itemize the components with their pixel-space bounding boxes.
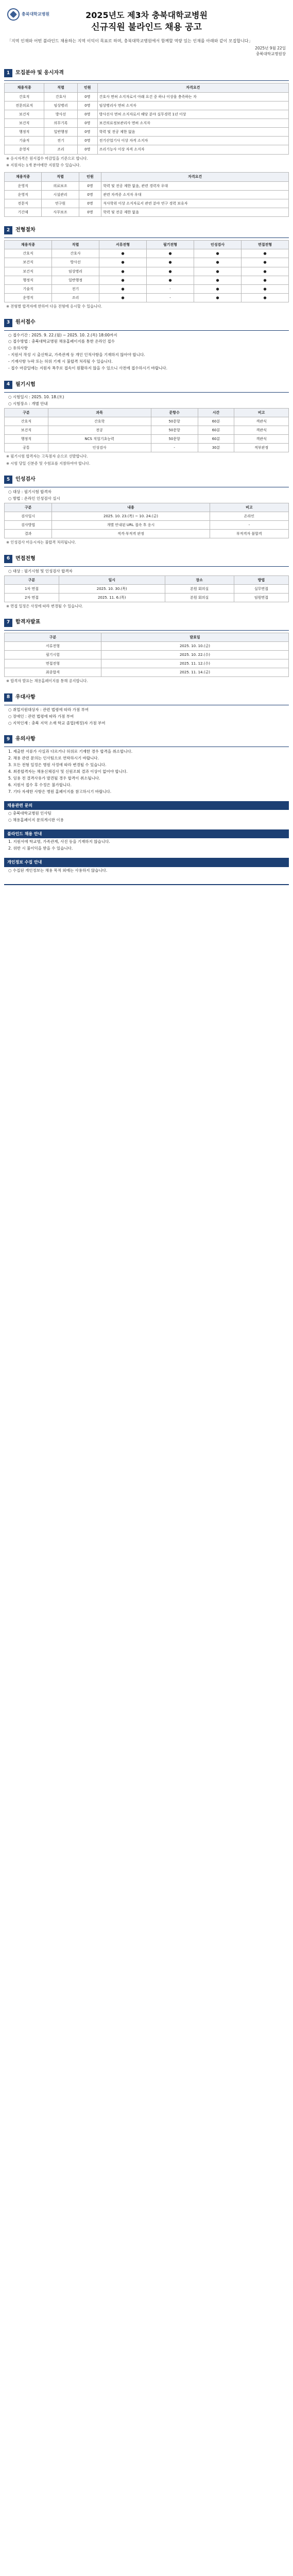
- column-header: 자격요건: [101, 173, 289, 181]
- table-cell: ●: [242, 249, 289, 258]
- column-header: 비고: [234, 408, 289, 417]
- logo-text: 충북대학교병원: [22, 12, 50, 17]
- section-number: 5: [4, 476, 12, 484]
- notice-page: [0, 0, 293, 901]
- table-cell: 결과: [5, 530, 52, 538]
- table-cell: 간호직: [5, 249, 52, 258]
- list-item: ○ 취업지원대상자 : 관련 법령에 따라 가점 부여: [8, 707, 89, 712]
- table-header: [5, 173, 289, 181]
- table-cell: 방사선: [52, 258, 99, 267]
- table-row: [5, 128, 289, 137]
- table-cell: ●: [147, 267, 194, 276]
- section-title: 유의사항: [15, 736, 36, 742]
- table-cell: 60분: [198, 417, 234, 426]
- table-row: [5, 137, 289, 145]
- table-cell: 행정직: [5, 276, 52, 284]
- table-cell: ●: [194, 276, 242, 284]
- box-title: 블라인드 채용 안내: [4, 829, 289, 839]
- section-title: 전형절차: [15, 227, 36, 233]
- note: ※ 지원자는 1개 분야에만 지원할 수 있습니다.: [6, 162, 81, 167]
- table-cell: 2차 면접: [5, 594, 59, 602]
- table-cell: ●: [99, 258, 147, 267]
- table-cell: 의료보조: [42, 181, 79, 190]
- table-cell: 공통: [5, 444, 48, 452]
- table-row: [5, 650, 289, 659]
- table-cell: 0명: [77, 128, 97, 137]
- table-cell: 0명: [79, 181, 101, 190]
- list-item: ○ 접수기간 : 2025. 9. 22.(월) ~ 2025. 10. 2.(목) 18:00까지: [8, 332, 117, 337]
- table-cell: 관련 자격증 소지자 우대: [101, 190, 289, 199]
- column-header: 채용직종: [5, 83, 44, 92]
- table-cell: 학력 및 전공 제한 없음: [97, 128, 288, 137]
- table-row: [5, 110, 289, 118]
- table-cell: 30분: [198, 444, 234, 452]
- note: ※ 면접 일정은 사정에 따라 변경될 수 있습니다.: [6, 604, 83, 609]
- table-cell: 운영직: [5, 190, 42, 199]
- table-row: [5, 444, 289, 452]
- table-cell: 보건직: [5, 258, 52, 267]
- section-title: 우대사항: [15, 694, 36, 700]
- table-row: [5, 512, 289, 521]
- table-cell: -: [151, 444, 198, 452]
- table-row: [5, 199, 289, 208]
- table-cell: 0명: [79, 199, 101, 208]
- column-header: 일시: [59, 575, 165, 584]
- table-row: [5, 92, 289, 101]
- table-cell: 2025. 11. 6.(목): [59, 594, 165, 602]
- table-cell: 운영직: [5, 181, 42, 190]
- table-cell: 50문항: [151, 426, 198, 434]
- list-item: ○ 시험장소 : 개별 안내: [8, 401, 48, 406]
- table-cell: 간호사: [52, 249, 99, 258]
- table-row: [5, 181, 289, 190]
- table-row: [5, 668, 289, 677]
- table-cell: -: [210, 521, 288, 530]
- table-cell: 시설관리: [42, 190, 79, 199]
- table-cell: 보건직: [5, 110, 44, 118]
- table-cell: 보건직: [5, 118, 44, 127]
- table-cell: 전공: [48, 426, 151, 434]
- table-row: [5, 118, 289, 127]
- list-item: ○ 수집된 개인정보는 채용 목적 외에는 사용하지 않습니다.: [8, 868, 108, 873]
- table-cell: 검사방법: [5, 521, 52, 530]
- section-title: 합격자발표: [15, 619, 41, 625]
- note: ※ 시험 당일 신분증 및 수험표를 지참하여야 합니다.: [6, 461, 91, 466]
- list-item: ○ 장애인 : 관련 법령에 따라 가점 부여: [8, 714, 74, 719]
- box-title: 개인정보 수집 안내: [4, 858, 289, 867]
- table-cell: 기술직: [5, 284, 52, 293]
- list-item: ○ 시험일시 : 2025. 10. 18.(토): [8, 394, 64, 399]
- table-cell: 조리: [44, 145, 78, 154]
- table-cell: 의무기록: [44, 118, 78, 127]
- table-header: [5, 633, 289, 641]
- table-cell: ●: [242, 258, 289, 267]
- table-cell: ●: [194, 267, 242, 276]
- table-cell: 전문의료직: [5, 101, 44, 110]
- table-header: [5, 503, 289, 512]
- note: ※ 필기시험 합격자는 고득점자 순으로 선발합니다.: [6, 454, 88, 459]
- table-cell: ●: [242, 276, 289, 284]
- table-row: [5, 434, 289, 443]
- column-header: 구분: [5, 503, 52, 512]
- column-header: 구분: [5, 633, 101, 641]
- table-cell: 2025. 11. 12.(수): [101, 659, 288, 668]
- table-cell: 조리기능사 이상 자격 소지자: [97, 145, 288, 154]
- table-cell: 석사학위 이상 소지자로서 관련 분야 연구 경력 보유자: [101, 199, 289, 208]
- table-cell: ●: [99, 284, 147, 293]
- table-cell: 본원 회의실: [165, 584, 234, 593]
- table-row: [5, 417, 289, 426]
- column-header: 인원: [77, 83, 97, 92]
- section-title: 원서접수: [15, 319, 36, 326]
- note: ※ 합격자 발표는 채용홈페이지를 통해 공지합니다.: [6, 679, 88, 684]
- section-number: 2: [4, 226, 12, 234]
- column-header: 면접전형: [242, 241, 289, 249]
- column-header: 필기전형: [147, 241, 194, 249]
- table-row: [5, 208, 289, 216]
- table-cell: ●: [147, 258, 194, 267]
- table-cell: 부적격자 불합격: [210, 530, 288, 538]
- table-cell: ●: [194, 293, 242, 302]
- table-cell: 보건직: [5, 267, 52, 276]
- table-cell: ●: [194, 249, 242, 258]
- table-cell: 1차 면접: [5, 584, 59, 593]
- table-cell: 사무보조: [42, 208, 79, 216]
- table-cell: 개별 안내된 URL 접속 후 응시: [52, 521, 210, 530]
- list-item: - 지원서 작성 시 출신학교, 가족관계 등 개인 인적사항을 기재하지 않아야 합니다.: [8, 352, 145, 358]
- table-cell: -: [147, 293, 194, 302]
- list-item: 7. 기타 자세한 사항은 병원 홈페이지를 참고하시기 바랍니다.: [8, 789, 112, 794]
- table-cell: -: [147, 284, 194, 293]
- table-row: [5, 145, 289, 154]
- table-row: [5, 594, 289, 602]
- publish-date: 2025년 9월 22일: [255, 46, 286, 51]
- list-item: 3. 모든 전형 일정은 병원 사정에 따라 변경될 수 있습니다.: [8, 762, 107, 768]
- table-row: [5, 249, 289, 258]
- table-row: [5, 659, 289, 668]
- table-cell: 적부판정: [234, 444, 289, 452]
- table-cell: 방사선: [44, 110, 78, 118]
- table-cell: 2025. 10. 22.(수): [101, 650, 288, 659]
- table-cell: ●: [194, 284, 242, 293]
- column-header: 인성검사: [194, 241, 242, 249]
- table-row: [5, 190, 289, 199]
- table-row: [5, 267, 289, 276]
- announce-table: [4, 633, 289, 677]
- recruit-table: [4, 83, 289, 154]
- table-row: [5, 284, 289, 293]
- table-cell: 조리: [52, 293, 99, 302]
- column-header: 시간: [198, 408, 234, 417]
- table-cell: 간호사 면허 소지자로서 아래 요건 중 하나 이상을 충족하는 자: [97, 92, 288, 101]
- table-cell: 전기산업기사 이상 자격 소지자: [97, 137, 288, 145]
- column-header: 발표일: [101, 633, 288, 641]
- table-cell: ●: [194, 258, 242, 267]
- note: ※ 전형별 합격자에 한하여 다음 전형에 응시할 수 있습니다.: [6, 304, 102, 309]
- table-cell: 본원 회의실: [165, 594, 234, 602]
- column-header: 서류전형: [99, 241, 147, 249]
- publish-info: [7, 46, 286, 57]
- section-1: [4, 69, 289, 217]
- section-number: 9: [4, 735, 12, 743]
- table-cell: 간호사: [44, 92, 78, 101]
- list-item: 1. 제출한 서류가 사실과 다르거나 허위로 기재한 경우 합격을 취소합니다.: [8, 749, 133, 754]
- table-row: [5, 258, 289, 267]
- table-cell: ●: [242, 267, 289, 276]
- list-item: 2. 위반 시 불이익을 받을 수 있습니다.: [8, 846, 73, 851]
- table-cell: ●: [99, 267, 147, 276]
- table-cell: NCS 직업기초능력: [48, 434, 151, 443]
- section-title: 모집분야 및 응시자격: [15, 70, 64, 76]
- column-header: 문항수: [151, 408, 198, 417]
- table-row: [5, 426, 289, 434]
- column-header: 자격요건: [97, 83, 288, 92]
- table-cell: 0명: [77, 145, 97, 154]
- column-header: 방법: [234, 575, 288, 584]
- list-item: ○ 충북대학교병원 인사팀: [8, 811, 51, 816]
- table-cell: 필기시험: [5, 650, 101, 659]
- column-header: 과목: [48, 408, 151, 417]
- table-cell: 임상병리: [44, 101, 78, 110]
- column-header: 비고: [210, 503, 288, 512]
- table-cell: 일반행정: [52, 276, 99, 284]
- table-cell: 보건의료정보관리사 면허 소지자: [97, 118, 288, 127]
- table-row: [5, 101, 289, 110]
- publish-org: 충북대학교병원장: [256, 51, 286, 56]
- list-item: - 기재사항 누락 또는 허위 기재 시 불합격 처리될 수 있습니다.: [8, 359, 113, 364]
- table-cell: 온라인: [210, 512, 288, 521]
- table-cell: 0명: [79, 208, 101, 216]
- title-line2: 신규직원 불라인드 채용 공고: [91, 22, 202, 33]
- table-cell: ●: [147, 249, 194, 258]
- table-cell: 객관식: [234, 434, 289, 443]
- recruit-table-2: [4, 172, 289, 217]
- table-cell: 임원면접: [234, 594, 288, 602]
- table-cell: ●: [99, 293, 147, 302]
- table-cell: 서류전형: [5, 641, 101, 650]
- table-cell: 기술직: [5, 137, 44, 145]
- intro-text: 「지역 인재와 어떤 불라인드 채용하는 지역 이익이 목표로 하며, 충북대학교병원에서 함께할 역량 있는 인재를 아래와 같이 모집합니다」: [7, 38, 253, 43]
- table-cell: 적격·부적격 판정: [52, 530, 210, 538]
- table-row: [5, 641, 289, 650]
- column-header: 인원: [79, 173, 101, 181]
- note: ※ 응시자격은 원서접수 마감일을 기준으로 합니다.: [6, 156, 88, 161]
- list-item: ○ 대상 : 필기시험 및 인성검사 합격자: [8, 568, 73, 573]
- table-cell: 면접전형: [5, 659, 101, 668]
- process-table: [4, 240, 289, 302]
- table-cell: 2025. 10. 10.(금): [101, 641, 288, 650]
- table-cell: 연구원: [42, 199, 79, 208]
- section-6: [4, 555, 289, 609]
- table-cell: 실무면접: [234, 584, 288, 593]
- table-cell: 2025. 10. 23.(목) ~ 10. 24.(금): [52, 512, 210, 521]
- footer-divider: [4, 884, 289, 885]
- table-cell: 일반행정: [44, 128, 78, 137]
- table-cell: ●: [242, 284, 289, 293]
- table-cell: 0명: [77, 118, 97, 127]
- table-cell: 전문직: [5, 199, 42, 208]
- column-header: 채용직종: [5, 241, 52, 249]
- section-2: [4, 226, 289, 309]
- table-row: [5, 521, 289, 530]
- table-header: [5, 83, 289, 92]
- table-cell: 0명: [77, 137, 97, 145]
- table-row: [5, 293, 289, 302]
- table-cell: 50문항: [151, 417, 198, 426]
- column-header: 장소: [165, 575, 234, 584]
- section-title: 면접전형: [15, 555, 36, 562]
- column-header: 구분: [5, 575, 59, 584]
- table-row: [5, 530, 289, 538]
- note: ※ 인성검사 미응시자는 불합격 처리됩니다.: [6, 540, 76, 545]
- table-cell: 행정직: [5, 434, 48, 443]
- table-header: [5, 241, 289, 249]
- exam-table: [4, 408, 289, 453]
- table-cell: 방사선사 면허 소지자로서 해당 분야 실무경력 1년 이상: [97, 110, 288, 118]
- table-cell: 객관식: [234, 417, 289, 426]
- table-cell: 간호직: [5, 417, 48, 426]
- section-title: 인성검사: [15, 476, 36, 482]
- column-header: 직렬: [44, 83, 78, 92]
- list-item: ○ 지역인재 : 충북 지역 소재 학교 졸업(예정)자 가점 부여: [8, 720, 106, 725]
- table-cell: 전기: [44, 137, 78, 145]
- table-cell: 2025. 10. 30.(목): [59, 584, 165, 593]
- list-item: 4. 최종합격자는 채용신체검사 및 신원조회 결과 이상이 없어야 합니다.: [8, 769, 128, 774]
- table-cell: 간호직: [5, 92, 44, 101]
- personality-table: [4, 503, 289, 539]
- list-item: 5. 임용 전 결격사유가 발견될 경우 합격이 취소됩니다.: [8, 775, 100, 781]
- table-cell: ●: [147, 276, 194, 284]
- section-number: 8: [4, 693, 12, 702]
- table-cell: 운영직: [5, 293, 52, 302]
- title-line1: 2025년도 제3차 충북대학교병원: [85, 10, 208, 20]
- table-cell: 60분: [198, 426, 234, 434]
- table-cell: 행정직: [5, 128, 44, 137]
- list-item: 6. 지원서 접수 후 수정은 불가합니다.: [8, 782, 72, 787]
- table-cell: 임상병리: [52, 267, 99, 276]
- table-header: [5, 575, 289, 584]
- list-item: ○ 채용홈페이지 문의게시판 이용: [8, 817, 64, 822]
- section-3: [4, 319, 289, 371]
- table-cell: 간호학: [48, 417, 151, 426]
- table-cell: 임상병리사 면허 소지자: [97, 101, 288, 110]
- table-cell: ●: [99, 276, 147, 284]
- table-cell: 보건직: [5, 426, 48, 434]
- section-number: 6: [4, 555, 12, 563]
- table-cell: 기간제: [5, 208, 42, 216]
- table-cell: 2025. 11. 14.(금): [101, 668, 288, 677]
- header: [4, 0, 289, 60]
- list-item: ○ 방법 : 온라인 인성검사 실시: [8, 496, 60, 501]
- section-number: 4: [4, 381, 12, 389]
- section-number: 3: [4, 319, 12, 327]
- table-cell: 객관식: [234, 426, 289, 434]
- section-9: [4, 735, 289, 794]
- column-header: 직렬: [42, 173, 79, 181]
- table-cell: 최종합격: [5, 668, 101, 677]
- table-cell: 0명: [79, 190, 101, 199]
- table-row: [5, 584, 289, 593]
- section-title: 필기시험: [15, 381, 36, 387]
- table-cell: 0명: [77, 110, 97, 118]
- table-cell: ●: [242, 293, 289, 302]
- section-8: [4, 693, 289, 726]
- table-cell: 운영직: [5, 145, 44, 154]
- interview-table: [4, 575, 289, 602]
- section-number: 7: [4, 619, 12, 627]
- table-cell: 학력 및 전공 제한 없음, 관련 경력자 우대: [101, 181, 289, 190]
- list-item: ○ 접수방법 : 충북대학교병원 채용홈페이지를 통한 온라인 접수: [8, 339, 115, 344]
- table-cell: 0명: [77, 92, 97, 101]
- table-cell: 60분: [198, 434, 234, 443]
- table-cell: ●: [99, 249, 147, 258]
- column-header: 구분: [5, 408, 48, 417]
- table-cell: 0명: [77, 101, 97, 110]
- list-item: ○ 대상 : 필기시험 합격자: [8, 489, 51, 495]
- table-cell: 인성검사: [48, 444, 151, 452]
- table-cell: 검사일시: [5, 512, 52, 521]
- list-item: 2. 채용 관련 문의는 인사팀으로 연락하시기 바랍니다.: [8, 756, 99, 761]
- table-cell: 50문항: [151, 434, 198, 443]
- column-header: 직렬: [52, 241, 99, 249]
- table-cell: 학력 및 전공 제한 없음: [101, 208, 289, 216]
- column-header: 채용직종: [5, 173, 42, 181]
- hospital-logo-icon: [7, 8, 20, 21]
- list-item: - 접수 마감일에는 지원자 폭주로 접속이 원활하지 않을 수 있으니 사전에 접수하시기 바랍니다.: [8, 365, 168, 370]
- list-item: 1. 지원서에 학교명, 가족관계, 사진 등을 기재하지 않습니다.: [8, 839, 110, 844]
- column-header: 내용: [52, 503, 210, 512]
- section-5: [4, 476, 289, 546]
- table-header: [5, 408, 289, 417]
- section-4: [4, 381, 289, 466]
- section-number: 1: [4, 69, 12, 77]
- table-row: [5, 276, 289, 284]
- box-title: 채용관련 문의: [4, 801, 289, 810]
- table-cell: 전기: [52, 284, 99, 293]
- section-7: [4, 619, 289, 684]
- list-item: ○ 유의사항: [8, 346, 28, 351]
